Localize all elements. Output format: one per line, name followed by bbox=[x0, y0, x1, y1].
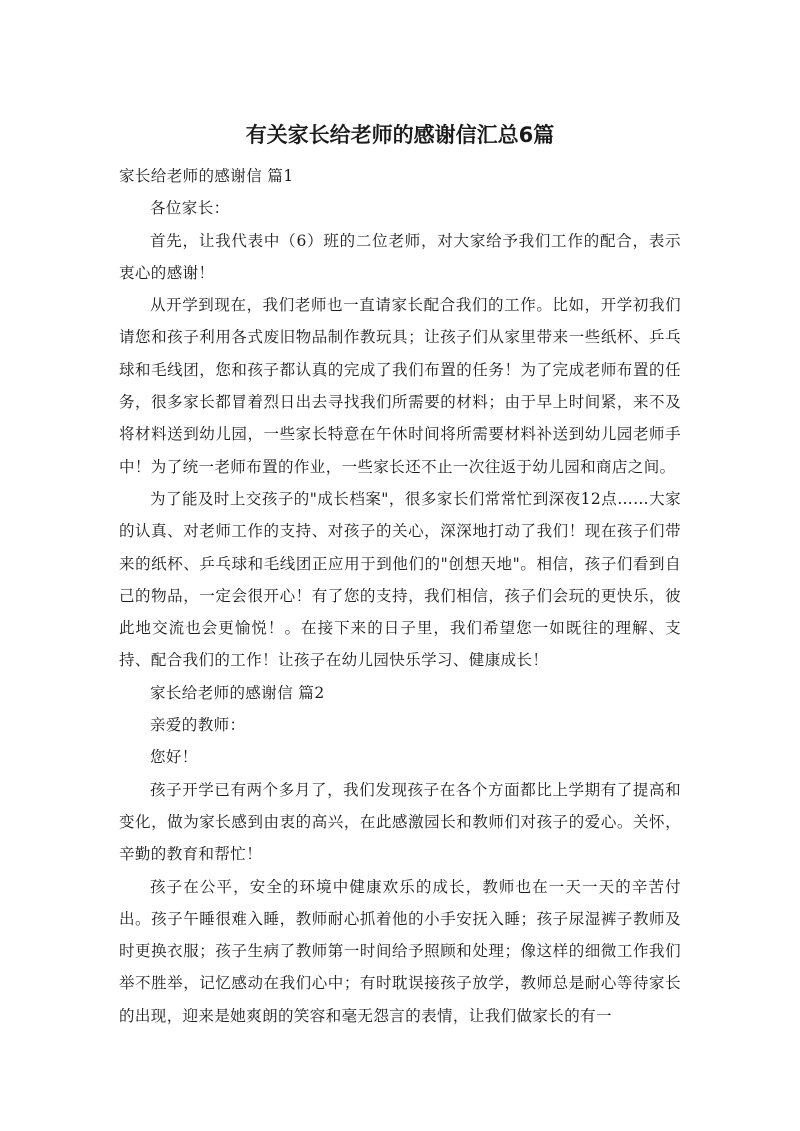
paragraph-5: 孩子在公平，安全的环境中健康欢乐的成长，教师也在一天一天的辛苦付出。孩子午睡很难入睡，教师耐心抓着他的小手安抚入睡；孩子尿湿裤子教师及时更换衣服；孩子生病了教师第一时间给予照顾和处理；像这样的细微工作我们举不胜举，记忆感动在我们心中；有时耽误接孩子放学，教师总是耐心等待家长的出现，迎来是她爽朗的笑容和毫无怨言的表情，让我们做家长的有一 bbox=[119, 877, 681, 1025]
section-heading-2: 家长给老师的感谢信 篇2 bbox=[150, 683, 325, 702]
section-heading-1: 家长给老师的感谢信 篇1 bbox=[119, 167, 294, 185]
greeting: 您好！ bbox=[150, 748, 198, 767]
paragraph-1: 首先，让我代表中（6）班的二位老师，对大家给予我们工作的配合，表示衷心的感谢！ bbox=[119, 231, 681, 282]
paragraph-2: 从开学到现在，我们老师也一直请家长配合我们的工作。比如，开学初我们请您和孩子利用各式废旧物品制作教玩具；让孩子们从家里带来一些纸杯、乒乓球和毛线团，您和孩子都认真的完成了我们布置的任务！为了完成老师布置的任务，很多家长都冒着烈日出去寻找我们所需要的材料；由于早上时间紧，来不及将材料送到幼儿园，一些家长特意在午休时间将所需要材料补送到幼儿园老师手中！为了统一老师布置的作业，一些家长还不止一次往返于幼儿园和商店之间。 bbox=[119, 296, 681, 476]
paragraph-4: 孩子开学已有两个多月了，我们发现孩子在各个方面都比上学期有了提高和变化，做为家长感到由衷的高兴，在此感激园长和教师们对孩子的爱心。关怀，辛勤的教育和帮忙！ bbox=[119, 780, 681, 864]
salutation-1: 各位家长： bbox=[150, 199, 230, 218]
salutation-2: 亲爱的教师： bbox=[150, 716, 246, 735]
document-title: 有关家长给老师的感谢信汇总6篇 bbox=[245, 123, 555, 147]
document-body bbox=[119, 160, 681, 1032]
paragraph-3: 为了能及时上交孩子的"成长档案"，很多家长们常常忙到深夜12点……大家的认真、对老师工作的支持、对孩子的关心，深深地打动了我们！现在孩子们带来的纸杯、乒乓球和毛线团正应用于到他们的"创想天地"。相信，孩子们看到自己的物品，一定会很开心！有了您的支持，我们相信，孩子们会玩的更快乐，彼此地交流也会更愉悦！。在接下来的日子里，我们希望您一如既往的理解、支持、配合我们的工作！让孩子在幼儿园快乐学习、健康成长！ bbox=[119, 489, 681, 670]
